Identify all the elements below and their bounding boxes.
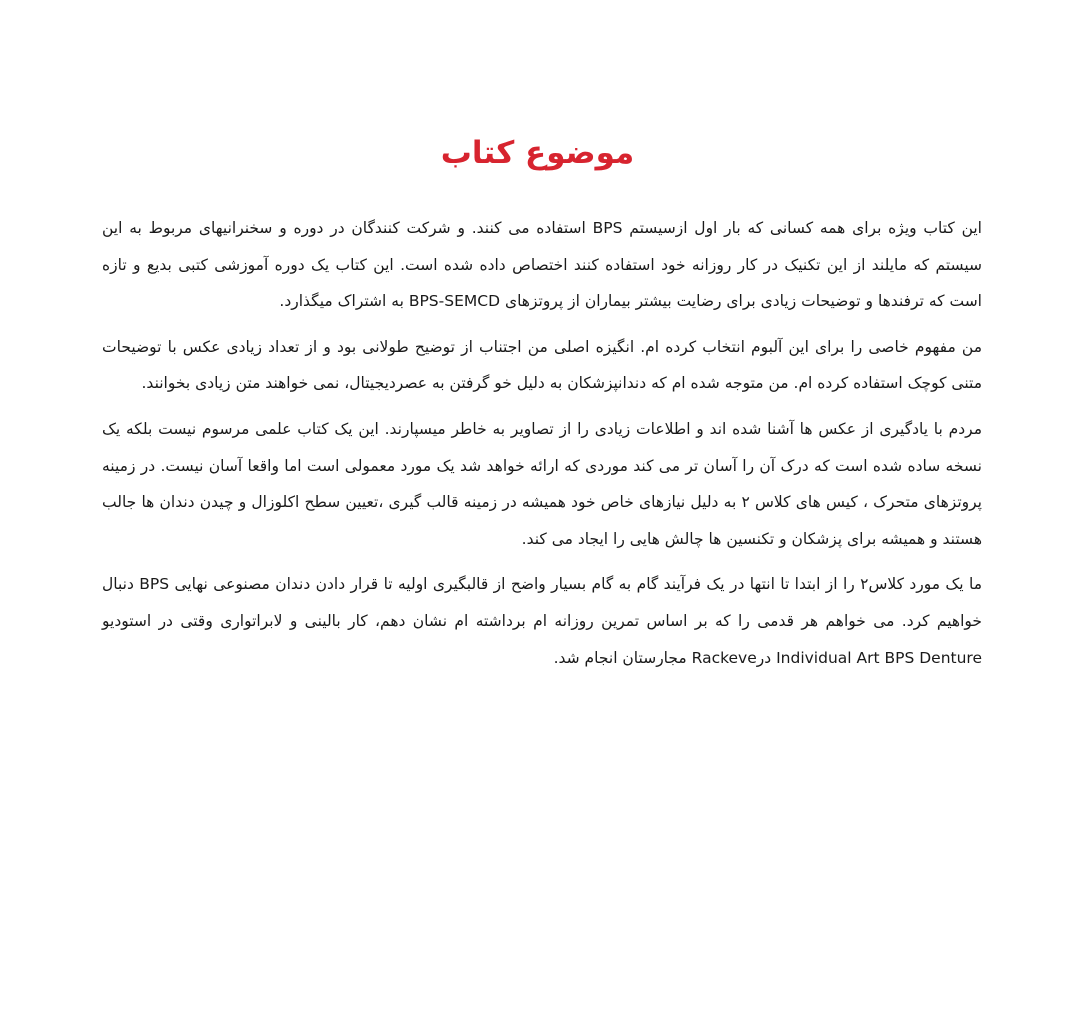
paragraph-case: ما یک مورد کلاس۲ را از ابتدا تا انتها در یک فرآیند گام به گام بسیار واضح از قالبگیری اولیه تا قرار دادن دندان مصنوعی نهایی BPS دنبال خواهیم کرد. می خواهم هر قدمی را که بر اساس تمرین روزانه ام برداشته ام نشان دهم، کار بالینی و لابراتواری وقتی در استودیو Individual Art BPS Denture درRackeve مجارستان انجام شد. bbox=[102, 575, 982, 667]
paragraph-intro: این کتاب ویژه برای همه کسانی که بار اول ازسیستم BPS استفاده می کنند. و شرکت کنندگان در دوره و سخنرانیهای مربوط به این سیستم که مایلند از این تکنیک در کار روزانه خود استفاده کنند اختصاص داده شده است. این کتاب یک دوره آموزشی کتبی بدیع و تازه است که ترفندها و توضیحات زیادی برای رضایت بیشتر بیماران از پروتزهای BPS-SEMCD به اشتراک میگذارد. bbox=[102, 219, 982, 311]
body-text bbox=[102, 210, 982, 685]
paragraph-learning: مردم با یادگیری از عکس ها آشنا شده اند و اطلاعات زیادی را از تصاویر به خاطر میسپارند. این یک کتاب علمی مرسوم نیست بلکه یک نسخه ساده شده است که درک آن را آسان تر می کند موردی که ارائه خواهد شد یک مورد معمولی است اما واقعا آسان نیست. در زمینه پروتزهای متحرک ، کیس های کلاس ۲ به دلیل نیازهای خاص خود همیشه در زمینه قالب گیری ،تعیین سطح اکلوزال و چیدن دندان ها جالب هستند و همیشه برای پزشکان و تکنسین ها چالش هایی را ایجاد می کند. bbox=[102, 419, 982, 548]
page-title: موضوع کتاب bbox=[440, 135, 635, 171]
paragraph-concept: من مفهوم خاصی را برای این آلبوم انتخاب کرده ام. انگیزه اصلی من اجتناب از توضیح طولانی بود و از تعداد زیادی عکس با توضیحات متنی کوچک استفاده کرده ام. من متوجه شده ام که دندانپزشکان به دلیل خو گرفتن به عصردیجیتال، نمی خواهند متن زیادی بخوانند. bbox=[102, 337, 982, 393]
